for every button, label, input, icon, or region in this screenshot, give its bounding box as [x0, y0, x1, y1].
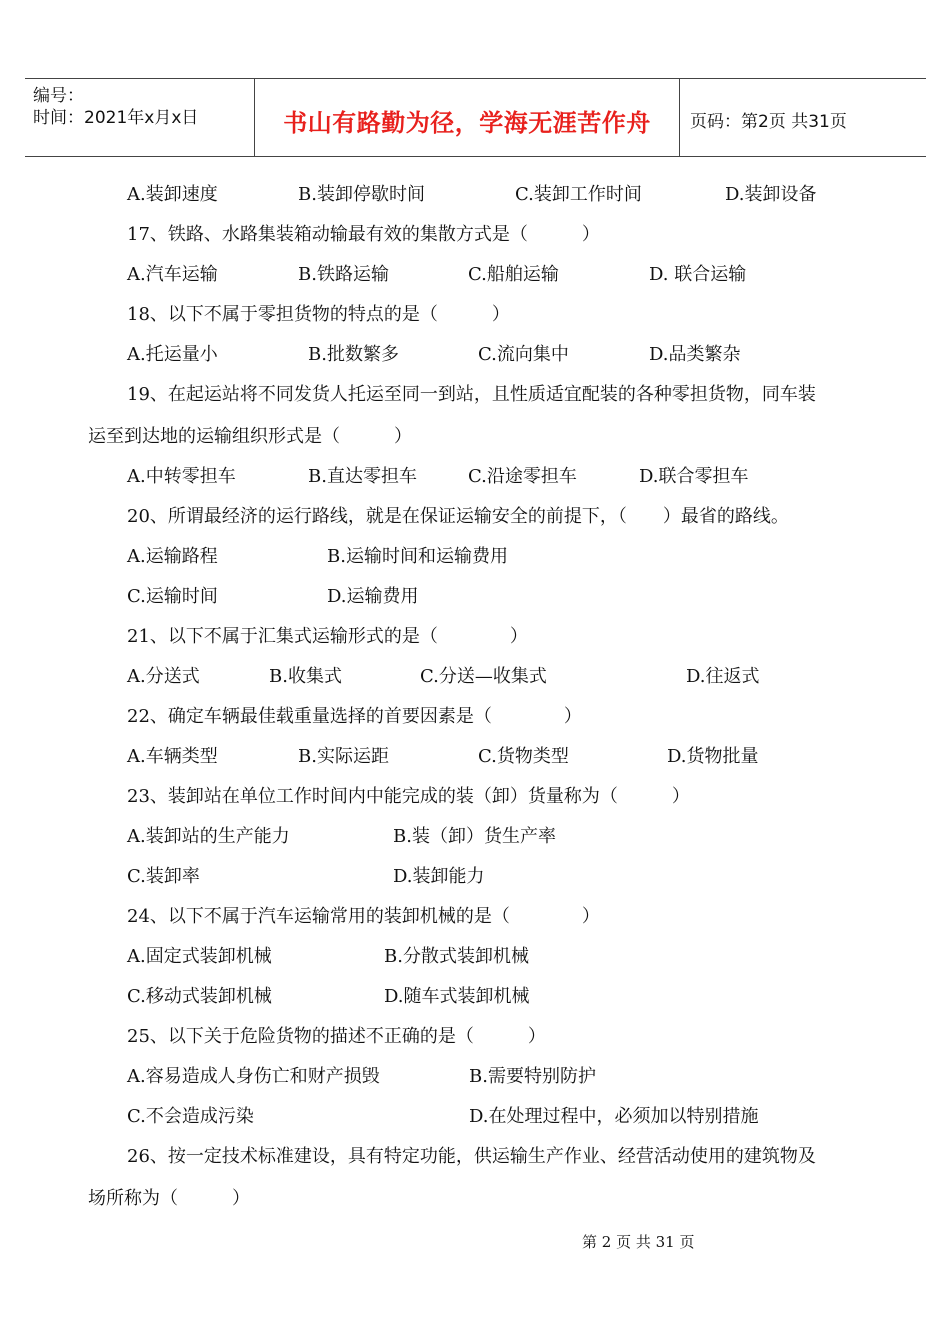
q18-option-c: C.流向集中 — [478, 344, 569, 365]
q16-option-b: B.装卸停歇时间 — [298, 184, 425, 205]
q19-stem-line2: 运至到达地的运输组织形式是（ ） — [88, 426, 412, 447]
q25-stem: 25、以下关于危险货物的描述不正确的是（ ） — [127, 1026, 546, 1047]
q23-option-a: A.装卸站的生产能力 — [127, 826, 290, 847]
q25-option-b: B.需要特别防护 — [469, 1066, 596, 1087]
page-info: 页码：第2页 共31页 — [690, 112, 847, 132]
q20-option-a: A.运输路程 — [127, 546, 218, 567]
q18-option-a: A.托运量小 — [127, 344, 218, 365]
q19-option-d: D.联合零担车 — [639, 466, 749, 487]
q19-option-c: C.沿途零担车 — [468, 466, 577, 487]
q21-stem: 21、以下不属于汇集式运输形式的是（ ） — [127, 626, 528, 647]
q25-option-a: A.容易造成人身伤亡和财产损毁 — [127, 1066, 380, 1087]
q20-option-b: B.运输时间和运输费用 — [327, 546, 508, 567]
q17-option-a: A.汽车运输 — [127, 264, 218, 285]
q22-option-d: D.货物批量 — [667, 746, 759, 767]
q16-option-a: A.装卸速度 — [127, 184, 218, 205]
q19-option-b: B.直达零担车 — [308, 466, 417, 487]
q24-option-a: A.固定式装卸机械 — [127, 946, 272, 967]
q20-option-d: D.运输费用 — [327, 586, 419, 607]
number-label: 编号： — [33, 86, 84, 106]
q19-option-a: A.中转零担车 — [127, 466, 236, 487]
q21-option-a: A.分送式 — [127, 666, 200, 687]
q17-option-c: C.船舶运输 — [468, 264, 559, 285]
q22-option-b: B.实际运距 — [298, 746, 389, 767]
q20-option-c: C.运输时间 — [127, 586, 218, 607]
header-right-cell — [680, 79, 926, 156]
q21-option-b: B.收集式 — [269, 666, 342, 687]
q17-option-b: B.铁路运输 — [298, 264, 389, 285]
q21-option-d: D.往返式 — [686, 666, 760, 687]
q24-stem: 24、以下不属于汽车运输常用的装卸机械的是（ ） — [127, 906, 600, 927]
q23-stem: 23、装卸站在单位工作时间内中能完成的装（卸）货量称为（ ） — [127, 786, 690, 807]
q19-stem-line1: 19、在起运站将不同发货人托运至同一到站，且性质适宜配装的各种零担货物，同车装 — [127, 384, 816, 405]
q26-stem-line1: 26、按一定技术标准建设，具有特定功能，供运输生产作业、经营活动使用的建筑物及 — [127, 1146, 816, 1167]
q24-option-c: C.移动式装卸机械 — [127, 986, 272, 1007]
q18-option-b: B.批数繁多 — [308, 344, 399, 365]
page-footer: 第 2 页 共 31 页 — [582, 1233, 695, 1251]
q25-option-d: D.在处理过程中，必须加以特别措施 — [469, 1106, 759, 1127]
q22-option-c: C.货物类型 — [478, 746, 569, 767]
q17-option-d: D. 联合运输 — [649, 264, 747, 285]
q23-option-c: C.装卸率 — [127, 866, 200, 887]
header-left-cell — [25, 79, 254, 156]
q18-stem: 18、以下不属于零担货物的特点的是（ ） — [127, 304, 510, 325]
q22-option-a: A.车辆类型 — [127, 746, 218, 767]
q24-option-b: B.分散式装卸机械 — [384, 946, 529, 967]
q18-option-d: D.品类繁杂 — [649, 344, 741, 365]
q24-option-d: D.随车式装卸机械 — [384, 986, 530, 1007]
motto: 书山有路勤为径，学海无涯苦作舟 — [283, 109, 651, 137]
page-header — [25, 78, 926, 157]
q21-option-c: C.分送—收集式 — [420, 666, 547, 687]
q22-stem: 22、确定车辆最佳载重量选择的首要因素是（ ） — [127, 706, 582, 727]
q16-option-c: C.装卸工作时间 — [515, 184, 642, 205]
q23-option-b: B.装（卸）货生产率 — [393, 826, 556, 847]
time-label: 时间：2021年x月x日 — [33, 108, 199, 128]
header-mid-cell — [254, 79, 680, 156]
q23-option-d: D.装卸能力 — [393, 866, 485, 887]
q17-stem: 17、铁路、水路集装箱动输最有效的集散方式是（ ） — [127, 224, 600, 245]
q20-stem: 20、所谓最经济的运行路线，就是在保证运输安全的前提下，（ ）最省的路线。 — [127, 506, 789, 527]
q16-option-d: D.装卸设备 — [725, 184, 817, 205]
q26-stem-line2: 场所称为（ ） — [88, 1188, 250, 1209]
q25-option-c: C.不会造成污染 — [127, 1106, 254, 1127]
